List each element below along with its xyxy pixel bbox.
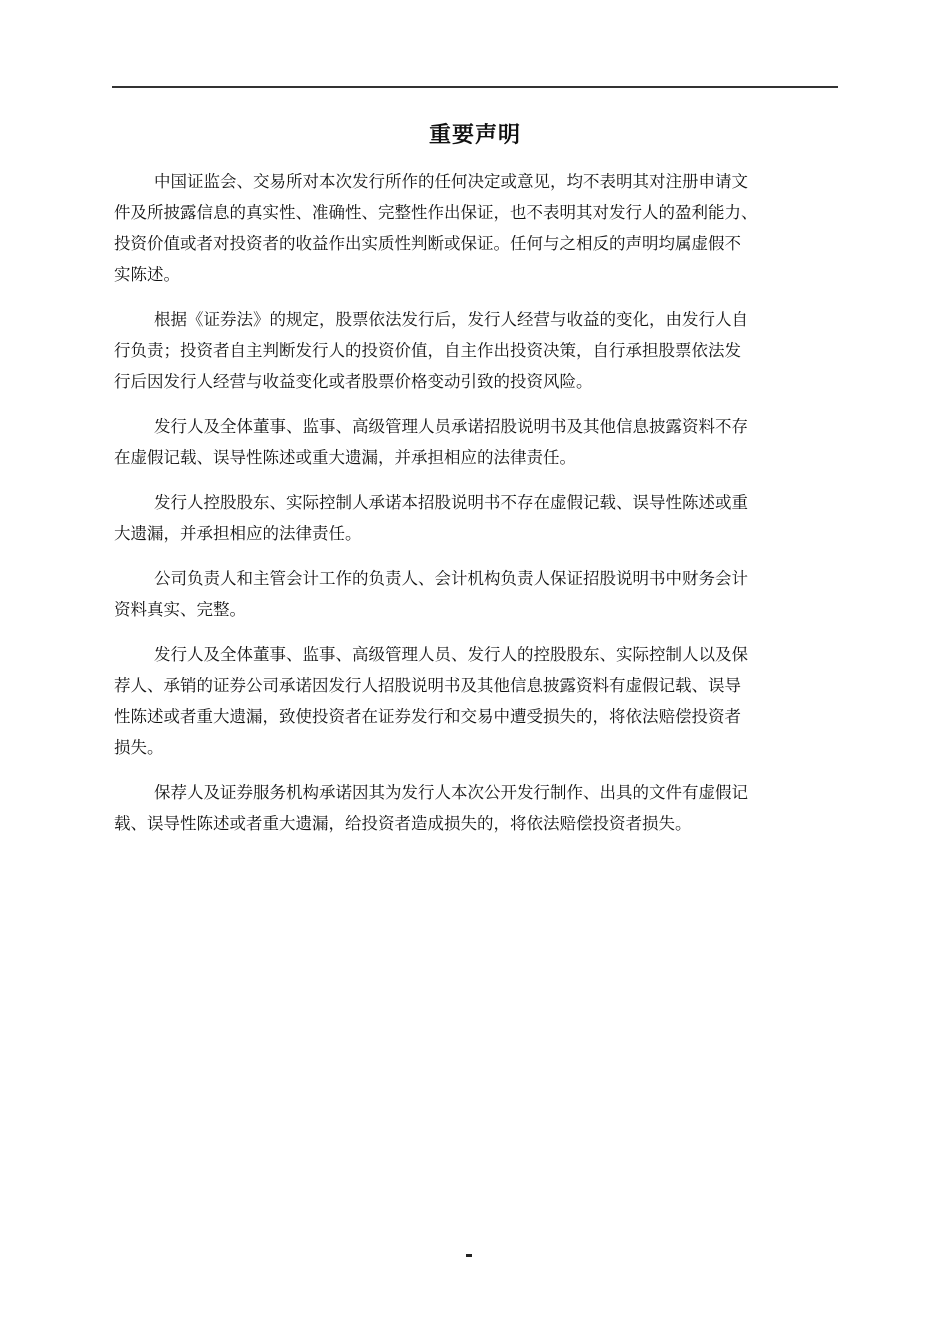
paragraph-2 bbox=[114, 304, 838, 397]
paragraph-7 bbox=[114, 777, 838, 839]
paragraph-5 bbox=[114, 563, 838, 625]
text-line: 实陈述。 bbox=[114, 265, 180, 284]
text-line: 损失。 bbox=[114, 738, 164, 757]
page-number-mark bbox=[466, 1254, 472, 1257]
document-body bbox=[114, 166, 838, 853]
text-line: 发行人及全体董事、监事、高级管理人员承诺招股说明书及其他信息披露资料不存 bbox=[154, 417, 748, 436]
text-line: 性陈述或者重大遗漏，致使投资者在证券发行和交易中遭受损失的，将依法赔偿投资者 bbox=[114, 707, 741, 726]
text-line: 行后因发行人经营与收益变化或者股票价格变动引致的投资风险。 bbox=[114, 372, 593, 391]
paragraph-1 bbox=[114, 166, 838, 290]
text-line: 大遗漏，并承担相应的法律责任。 bbox=[114, 524, 362, 543]
page-title: 重要声明 bbox=[428, 122, 521, 148]
text-line: 发行人及全体董事、监事、高级管理人员、发行人的控股股东、实际控制人以及保 bbox=[154, 645, 748, 664]
text-line: 投资价值或者对投资者的收益作出实质性判断或保证。任何与之相反的声明均属虚假不 bbox=[114, 234, 741, 253]
text-line: 载、误导性陈述或者重大遗漏，给投资者造成损失的，将依法赔偿投资者损失。 bbox=[114, 814, 692, 833]
text-line: 根据《证券法》的规定，股票依法发行后，发行人经营与收益的变化，由发行人自 bbox=[154, 310, 748, 329]
text-line: 发行人控股股东、实际控制人承诺本招股说明书不存在虚假记载、误导性陈述或重 bbox=[154, 493, 748, 512]
text-line: 件及所披露信息的真实性、准确性、完整性作出保证，也不表明其对发行人的盈利能力、 bbox=[114, 203, 758, 222]
text-line: 资料真实、完整。 bbox=[114, 600, 246, 619]
text-line: 在虚假记载、误导性陈述或重大遗漏，并承担相应的法律责任。 bbox=[114, 448, 576, 467]
paragraph-6 bbox=[114, 639, 838, 763]
text-line: 保荐人及证券服务机构承诺因其为发行人本次公开发行制作、出具的文件有虚假记 bbox=[154, 783, 748, 802]
paragraph-3 bbox=[114, 411, 838, 473]
text-line: 荐人、承销的证券公司承诺因发行人招股说明书及其他信息披露资料有虚假记载、误导 bbox=[114, 676, 741, 695]
text-line: 行负责；投资者自主判断发行人的投资价值，自主作出投资决策，自行承担股票依法发 bbox=[114, 341, 741, 360]
text-line: 中国证监会、交易所对本次发行所作的任何决定或意见，均不表明其对注册申请文 bbox=[154, 172, 748, 191]
paragraph-4 bbox=[114, 487, 838, 549]
text-line: 公司负责人和主管会计工作的负责人、会计机构负责人保证招股说明书中财务会计 bbox=[154, 569, 748, 588]
header-rule bbox=[112, 86, 838, 88]
